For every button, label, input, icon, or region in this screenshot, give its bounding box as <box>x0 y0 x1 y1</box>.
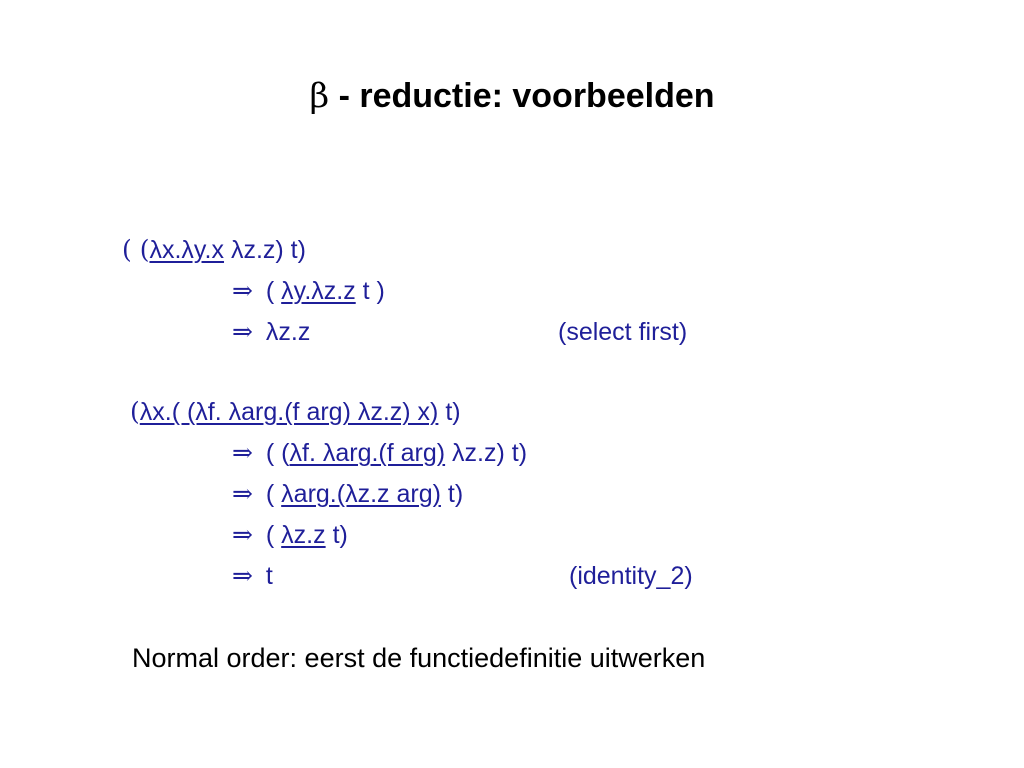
example1-line1-rest: λz.z) t) <box>224 236 306 264</box>
example1-line2-redex: λy.λz.z <box>281 277 356 305</box>
implies-arrow-icon: ⇒ <box>232 520 253 549</box>
implies-arrow-icon: ⇒ <box>232 317 253 346</box>
title-text: - reductie: voorbeelden <box>329 77 715 115</box>
example2-line2-pre: ( ( <box>258 439 290 467</box>
implies-arrow-icon: ⇒ <box>232 276 253 305</box>
example2-line1 <box>130 396 461 428</box>
example2-line2-rest: λz.z) t) <box>445 439 528 467</box>
example1-line2-pre: ( <box>258 277 282 305</box>
example1-line1 <box>122 234 306 266</box>
implies-arrow-icon: ⇒ <box>232 479 253 508</box>
example2-line5-text: t <box>258 562 273 590</box>
example1-line3-text: λz.z <box>258 318 311 346</box>
example2-line1-open: ( <box>130 397 140 426</box>
example2-line4 <box>232 519 348 551</box>
example2-line2-redex: λf. λarg.(f arg) <box>289 439 446 467</box>
example1-line2-rest: t ) <box>355 277 385 305</box>
example2-line1-redex: λx.( (λf. λarg.(f arg) λz.z) x) <box>139 398 439 426</box>
example2-line2 <box>232 437 527 469</box>
example1-comment: (select first) <box>558 318 688 346</box>
example2-line3-rest: t) <box>440 480 464 508</box>
footer-note: Normal order: eerst de functiedefinitie uitwerken <box>132 643 706 673</box>
example2-comment: (identity_2) <box>569 562 693 590</box>
example2-line1-rest: t) <box>438 398 461 426</box>
example2-line5 <box>232 560 273 592</box>
beta-symbol: β <box>309 76 330 116</box>
example1-line1-open: ( ( <box>122 235 150 264</box>
example2-line3 <box>232 478 463 510</box>
example1-line2 <box>232 275 385 307</box>
implies-arrow-icon: ⇒ <box>232 438 253 467</box>
example2-line3-pre: ( <box>258 480 282 508</box>
example2-line3-redex: λarg.(λz.z arg) <box>281 480 441 508</box>
example2-line4-redex: λz.z <box>281 521 326 549</box>
example2-line4-pre: ( <box>258 521 282 549</box>
example1-line3 <box>232 316 310 348</box>
implies-arrow-icon: ⇒ <box>232 561 253 590</box>
example2-line4-rest: t) <box>325 521 348 549</box>
slide-title <box>0 76 1024 116</box>
example1-line1-redex: λx.λy.x <box>149 236 225 264</box>
